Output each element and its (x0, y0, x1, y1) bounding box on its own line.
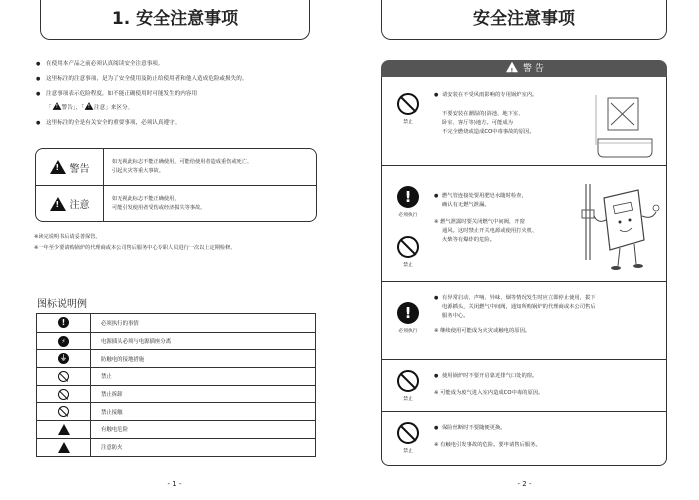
bullet-item: ● 在使用本产品之前必须认真阅读安全注意事项。 (36, 60, 331, 69)
warning-triangle-icon (52, 102, 61, 110)
page-number: - 2 - (517, 480, 532, 488)
section-text (434, 294, 664, 336)
page-title-text: 安全注意事项 (473, 9, 575, 29)
caution-triangle-icon (85, 102, 94, 110)
icon-caption: 禁止 (403, 263, 413, 268)
unplug-icon: ⚡ (58, 336, 69, 347)
section-note (434, 218, 594, 245)
legend-label: 禁止拆卸 (101, 392, 123, 399)
warning-description (104, 158, 252, 176)
section-icons (390, 186, 426, 218)
warning-text-line: 引起火灾等重大事故。 (112, 168, 164, 174)
bracket-text: 」来区分。 (105, 105, 134, 111)
must-do-icon: ! (397, 302, 419, 324)
no-touch-icon (58, 406, 69, 417)
legend-row (37, 402, 315, 420)
warning-header-bar (381, 60, 667, 77)
note-line: ※ 燃气泄露时要关闭燃气中间阀，开窗 (434, 219, 525, 225)
bullet-line: ● 有异常启动、声响、异味、烟等情况发生时应立即停止使用，拔下 (442, 295, 596, 301)
section-bullet (434, 192, 594, 210)
legend-row (37, 367, 315, 385)
warning-section-install (381, 77, 667, 166)
caution-row (36, 185, 316, 221)
legend-label: 禁止 (101, 374, 112, 381)
icon-caption: 禁止 (403, 120, 413, 125)
legend-row (37, 438, 315, 456)
bullet-line: 电源插头，关闭燃气中间阀，通知所购锅炉的代理商或本公司售后 (442, 304, 596, 310)
section-note: ※ 可能成为废气进入室内造成CO中毒的原因。 (434, 390, 544, 396)
warning-section-gas-leak (381, 166, 667, 282)
legend-table (36, 313, 316, 457)
fire-hazard-icon (58, 442, 70, 453)
icon-caption: 禁止 (403, 397, 413, 402)
caution-text-line: 可能引发使用者受伤或经济损失等事故。 (112, 204, 206, 211)
intro-bullets (36, 60, 331, 134)
bullet-item: ● 这里标注的全是有关安全的重要事项，必须认真遵守。 (36, 119, 331, 128)
legend-title: 图标说明例 (37, 299, 87, 310)
warning-label: 警告 (69, 163, 90, 175)
prohibit-icon (58, 371, 69, 382)
section-icons (390, 422, 426, 454)
shock-hazard-icon (58, 424, 70, 435)
warning-triangle-icon (506, 62, 518, 73)
section-bullet: ● 请安装在不受风雨影响的专用锅炉室内。 (434, 91, 584, 100)
section-bullet: ● 保险丝断时不要随便更换。 (434, 424, 664, 433)
caution-head (36, 186, 104, 221)
warning-section-fuse (381, 412, 667, 466)
section-text (434, 192, 594, 245)
note-line: ※读完说明书后请妥善保管。 (34, 234, 101, 240)
legend-label: 有触电危险 (101, 427, 128, 434)
bullet-line: 确认有无燃气泄漏。 (442, 202, 490, 208)
page-right (350, 0, 699, 500)
icon-caption: 必须执行 (398, 329, 418, 334)
prohibit-icon (397, 370, 419, 392)
note-line: 火柴等有爆炸的危险。 (442, 237, 495, 243)
prohibit-icon (397, 236, 419, 258)
caution-label: 注意 (69, 200, 90, 211)
bullet-item: ● 这里标注的注意事项，是为了安全使用及防止给使用者和他人造成危险或损失的。 (36, 75, 331, 84)
bullet-line: 服务中心。 (442, 313, 469, 319)
inline-warning-text: 警告 (61, 105, 73, 111)
ground-icon: ⏚ (60, 354, 67, 363)
section-note: ※ 有触电引发事故的危险。要申请售后服务。 (434, 442, 541, 448)
legend-row (37, 385, 315, 403)
note-line: 通风。这时禁止开关电源或使用打火机、 (442, 228, 538, 234)
prohibit-icon (397, 93, 419, 115)
notice-table (35, 148, 317, 222)
bullet-line: ● 燃气管连接处要用肥皂水随时检查， (442, 193, 527, 199)
caution-text-line: 如无视此标志不能正确使用， (112, 195, 180, 202)
section-icons (390, 302, 426, 334)
page-number: - 1 - (167, 480, 182, 488)
caution-description (104, 195, 205, 213)
section-text (434, 372, 664, 398)
section-bullet (434, 294, 664, 321)
section-bullet: ● 使用锅炉时不要开启靠近排气口处的窗。 (434, 372, 664, 381)
page-title-text: 1. 安全注意事项 (111, 9, 239, 29)
legend-row (37, 420, 315, 438)
prohibit-icon (397, 422, 419, 444)
warning-section-abnormal (381, 282, 667, 360)
detail-line: 卧室、客厅等)地方。可能成为 (442, 120, 513, 126)
page-left (0, 0, 349, 500)
bracket-text: 」、「 (72, 105, 84, 111)
section-icons (390, 236, 426, 268)
warning-text-line: 如无视此标志不能正确使用，可能给使用者造成重伤或死亡、 (112, 159, 253, 165)
warning-head (36, 149, 104, 185)
bathroom-illustration (594, 95, 656, 161)
warning-triangle-icon (50, 160, 66, 174)
legend-row (37, 349, 315, 367)
legend-row (37, 314, 315, 332)
legend-row (37, 332, 315, 350)
warning-section-exhaust (381, 360, 667, 412)
section-detail (434, 110, 584, 137)
boiler-character-illustration (576, 180, 662, 276)
legend-label: 防触电的接地措施 (101, 356, 145, 363)
page-title (40, 0, 310, 40)
no-disassemble-icon (58, 389, 69, 400)
warning-row (36, 149, 316, 185)
section-text (434, 91, 584, 137)
inline-caution-text: 注意 (94, 105, 106, 111)
caution-triangle-icon (50, 197, 66, 211)
icon-caption: 禁止 (403, 449, 413, 454)
section-note: ※ 继续使用可能成为火灾或触电的原因。 (434, 328, 531, 334)
page-title (381, 0, 667, 40)
legend-label: 电源插头必须与电源插座分离 (101, 339, 172, 346)
note-line: ※一年至少要请购锅炉的代理商或本公司售后服务中心专职人员进行一次以上定期检修。 (34, 245, 236, 251)
detail-line: 不要安装在潮湿的(浴池、地下室、 (442, 111, 524, 117)
section-icons (390, 93, 426, 125)
bullet-item (36, 90, 331, 113)
section-icons (390, 370, 426, 402)
legend-label: 禁止接触 (101, 409, 123, 416)
icon-caption: 必须执行 (398, 213, 418, 218)
warning-bar-label: 警 告 (523, 64, 544, 74)
bullet-text: 注意事项表示危险程度，如不能正确使用时可能发生的内容用 (46, 91, 198, 97)
notes (34, 232, 334, 254)
legend-label: 注意防火 (101, 445, 123, 452)
legend-label: 必须执行的事情 (101, 320, 139, 327)
bracket-text: 「 (46, 105, 52, 111)
section-text (434, 424, 664, 450)
must-do-icon: ! (397, 186, 419, 208)
must-do-icon: ! (58, 317, 69, 328)
detail-line: 不完全燃烧或造成CO中毒事故的原因。 (442, 129, 535, 135)
